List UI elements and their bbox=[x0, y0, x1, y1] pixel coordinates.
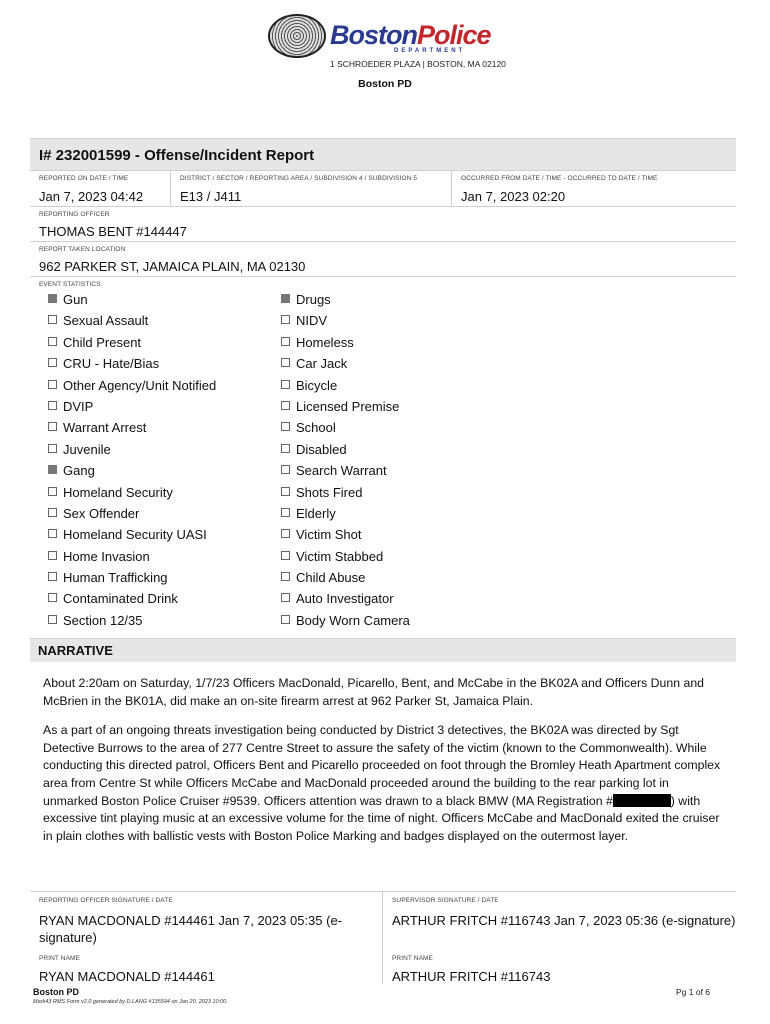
reporting-officer-row bbox=[30, 206, 736, 241]
reported-label: REPORTED ON DATE / TIME bbox=[39, 175, 129, 182]
unchecked-box-icon bbox=[48, 422, 57, 431]
narrative-text: ) with excessive tint playing music at an excessive volume for the time of night. Officers McCabe and MacDonald exited the cruiser in plain clothes with ballistic vests with Boston Police Marking and badges displayed on the outermost layer. bbox=[43, 793, 720, 843]
narrative-heading: NARRATIVE bbox=[30, 638, 736, 662]
report-title: I# 232001599 - Offense/Incident Report bbox=[30, 138, 736, 170]
stat-item bbox=[48, 485, 216, 506]
occurred-label: OCCURRED FROM DATE / TIME - OCCURRED TO DATE / TIME bbox=[461, 175, 658, 182]
stat-item bbox=[281, 463, 410, 484]
narrative-paragraph bbox=[43, 722, 724, 845]
stat-item bbox=[281, 506, 410, 527]
stat-item bbox=[48, 506, 216, 527]
stat-item bbox=[48, 463, 216, 484]
stat-label: School bbox=[296, 420, 336, 436]
stat-label: Homeland Security bbox=[63, 484, 173, 500]
officer-print-name: RYAN MACDONALD #144461 bbox=[39, 969, 215, 984]
stat-label: Licensed Premise bbox=[296, 398, 400, 414]
report-dates-row bbox=[30, 170, 736, 206]
stat-item bbox=[281, 292, 410, 313]
officer-sig-value: RYAN MACDONALD #144461 Jan 7, 2023 05:35 (e-signature) bbox=[39, 913, 343, 945]
stat-label: Gang bbox=[63, 463, 95, 479]
checked-box-icon bbox=[48, 465, 57, 474]
header-address: 1 SCHROEDER PLAZA | BOSTON, MA 02120 bbox=[330, 59, 506, 69]
location-label: REPORT TAKEN LOCATION bbox=[39, 246, 126, 253]
stats-label: EVENT STATISTICS bbox=[39, 281, 101, 288]
stat-item bbox=[48, 335, 216, 356]
unchecked-box-icon bbox=[48, 444, 57, 453]
unchecked-box-icon bbox=[281, 422, 290, 431]
unchecked-box-icon bbox=[48, 487, 57, 496]
officer-label: REPORTING OFFICER bbox=[39, 211, 110, 218]
stat-label: Warrant Arrest bbox=[63, 420, 147, 436]
stat-label: Homeland Security UASI bbox=[63, 527, 207, 543]
stat-item bbox=[281, 313, 410, 334]
reported-cell bbox=[30, 171, 170, 207]
unchecked-box-icon bbox=[48, 358, 57, 367]
supervisor-print-name: ARTHUR FRITCH #116743 bbox=[392, 969, 551, 984]
supervisor-sig-value: ARTHUR FRITCH #116743 Jan 7, 2023 05:36 (e-signature) bbox=[392, 913, 736, 928]
unchecked-box-icon bbox=[281, 444, 290, 453]
stat-item bbox=[281, 335, 410, 356]
redaction-block bbox=[613, 794, 671, 807]
stat-item bbox=[281, 378, 410, 399]
stat-label: Sexual Assault bbox=[63, 313, 149, 329]
officer-value: THOMAS BENT #144447 bbox=[39, 224, 187, 239]
stat-label: Victim Shot bbox=[296, 527, 362, 543]
narrative-text: As a part of an ongoing threats investigation being conducted by District 3 detectives, the BK02A was directed by Sgt Detective Burrows to the area of 277 Centre Street to assure the safety of the victim (known to the Commonwealth). While conducting this directed patrol, Officers Bent and Picarello proceeded on foot through the Bromley Heath Apartment complex area from Centre St while Officers McCabe and MacDonald proceeded around the building to the rear parking lot in unmarked Boston Police Cruiser #9539. Officers attention was drawn to a black BMW (MA Registration # bbox=[43, 723, 721, 808]
stat-label: NIDV bbox=[296, 313, 328, 329]
stat-item bbox=[281, 591, 410, 612]
stat-label: Car Jack bbox=[296, 356, 348, 372]
officer-signature bbox=[30, 892, 382, 984]
district-label: DISTRICT / SECTOR / REPORTING AREA / SUBDIVISION 4 / SUBDIVISION 5 bbox=[180, 175, 418, 182]
stats-column-right bbox=[281, 292, 410, 634]
stat-label: Bicycle bbox=[296, 377, 338, 393]
stat-label: Home Invasion bbox=[63, 548, 150, 564]
event-statistics bbox=[30, 276, 736, 638]
stat-item bbox=[48, 527, 216, 548]
unchecked-box-icon bbox=[281, 572, 290, 581]
brand-sub: DEPARTMENT bbox=[394, 48, 466, 54]
unchecked-box-icon bbox=[281, 465, 290, 474]
unchecked-box-icon bbox=[281, 529, 290, 538]
stat-label: Shots Fired bbox=[296, 484, 363, 500]
unchecked-box-icon bbox=[281, 508, 290, 517]
stat-item bbox=[48, 399, 216, 420]
location-value: 962 PARKER ST, JAMAICA PLAIN, MA 02130 bbox=[39, 259, 306, 274]
reported-value: Jan 7, 2023 04:42 bbox=[39, 189, 144, 204]
officer-sig-label: REPORTING OFFICER SIGNATURE / DATE bbox=[39, 897, 173, 904]
signature-block bbox=[30, 891, 736, 983]
unchecked-box-icon bbox=[281, 615, 290, 624]
stat-label: Sex Offender bbox=[63, 505, 140, 521]
unchecked-box-icon bbox=[48, 593, 57, 602]
stat-item bbox=[48, 292, 216, 313]
stat-item bbox=[48, 570, 216, 591]
occurred-value: Jan 7, 2023 02:20 bbox=[461, 189, 566, 204]
brand-accent: Police bbox=[416, 20, 491, 50]
brand-logo bbox=[330, 20, 510, 56]
stat-label: DVIP bbox=[63, 398, 94, 414]
stat-item bbox=[281, 485, 410, 506]
checked-box-icon bbox=[281, 294, 290, 303]
stat-label: Victim Stabbed bbox=[296, 548, 384, 564]
unchecked-box-icon bbox=[281, 487, 290, 496]
stat-item bbox=[281, 442, 410, 463]
stat-label: Child Present bbox=[63, 334, 142, 350]
page-number: Pg 1 of 6 bbox=[676, 987, 711, 997]
stat-item bbox=[281, 527, 410, 548]
page-header bbox=[0, 0, 770, 100]
checked-box-icon bbox=[48, 294, 57, 303]
stat-label: Search Warrant bbox=[296, 463, 387, 479]
stat-item bbox=[281, 420, 410, 441]
police-seal-icon bbox=[268, 14, 326, 58]
officer-print-label: PRINT NAME bbox=[39, 955, 80, 962]
brand-main: Boston bbox=[330, 20, 417, 50]
supervisor-sig-label: SUPERVISOR SIGNATURE / DATE bbox=[392, 897, 499, 904]
stat-label: Child Abuse bbox=[296, 570, 366, 586]
stat-label: CRU - Hate/Bias bbox=[63, 356, 160, 372]
stat-label: Human Trafficking bbox=[63, 570, 168, 586]
stat-label: Homeless bbox=[296, 334, 354, 350]
stat-item bbox=[281, 356, 410, 377]
unchecked-box-icon bbox=[281, 315, 290, 324]
district-value: E13 / J411 bbox=[180, 189, 242, 204]
stat-item bbox=[48, 549, 216, 570]
unchecked-box-icon bbox=[281, 380, 290, 389]
unchecked-box-icon bbox=[281, 337, 290, 346]
footer-org: Boston PD bbox=[33, 987, 79, 997]
unchecked-box-icon bbox=[281, 551, 290, 560]
unchecked-box-icon bbox=[281, 593, 290, 602]
supervisor-signature bbox=[382, 892, 736, 984]
unchecked-box-icon bbox=[48, 315, 57, 324]
supervisor-print-label: PRINT NAME bbox=[392, 955, 433, 962]
stat-label: Gun bbox=[63, 292, 88, 307]
incident-report bbox=[30, 138, 736, 893]
stat-label: Elderly bbox=[296, 505, 336, 521]
stat-item bbox=[48, 442, 216, 463]
unchecked-box-icon bbox=[48, 551, 57, 560]
stat-label: Drugs bbox=[296, 292, 331, 307]
stat-item bbox=[48, 313, 216, 334]
unchecked-box-icon bbox=[48, 337, 57, 346]
unchecked-box-icon bbox=[281, 358, 290, 367]
stat-label: Contaminated Drink bbox=[63, 591, 178, 607]
stat-label: Disabled bbox=[296, 441, 347, 457]
unchecked-box-icon bbox=[48, 508, 57, 517]
location-row bbox=[30, 241, 736, 276]
stat-item bbox=[48, 378, 216, 399]
stat-label: Body Worn Camera bbox=[296, 612, 410, 628]
unchecked-box-icon bbox=[48, 401, 57, 410]
narrative-paragraph: About 2:20am on Saturday, 1/7/23 Officers MacDonald, Picarello, Bent, and McCabe in the BK02A and Officers Dunn and McBrien in the BK01A, did make an on-site firearm arrest at 962 Parker St, Jamaica Plain. bbox=[43, 676, 705, 708]
stat-item bbox=[48, 591, 216, 612]
stat-item bbox=[48, 420, 216, 441]
stats-column-left bbox=[48, 292, 216, 634]
stat-item bbox=[281, 613, 410, 634]
header-org: Boston PD bbox=[358, 78, 412, 90]
stat-item bbox=[48, 356, 216, 377]
narrative-body bbox=[30, 662, 736, 893]
stat-item bbox=[281, 549, 410, 570]
occurred-cell bbox=[451, 171, 736, 207]
footer-generated: Mark43 RMS Form v2.0 generated by D.LANG #135594 on Jan 20, 2023 10:00. bbox=[33, 999, 228, 1005]
stat-label: Other Agency/Unit Notified bbox=[63, 377, 217, 393]
stat-label: Juvenile bbox=[63, 441, 111, 457]
district-cell bbox=[170, 171, 451, 207]
stat-label: Auto Investigator bbox=[296, 591, 394, 607]
unchecked-box-icon bbox=[48, 380, 57, 389]
stat-item bbox=[281, 399, 410, 420]
stat-label: Section 12/35 bbox=[63, 612, 143, 628]
unchecked-box-icon bbox=[281, 401, 290, 410]
stat-item bbox=[48, 613, 216, 634]
unchecked-box-icon bbox=[48, 572, 57, 581]
stat-item bbox=[281, 570, 410, 591]
unchecked-box-icon bbox=[48, 615, 57, 624]
unchecked-box-icon bbox=[48, 529, 57, 538]
